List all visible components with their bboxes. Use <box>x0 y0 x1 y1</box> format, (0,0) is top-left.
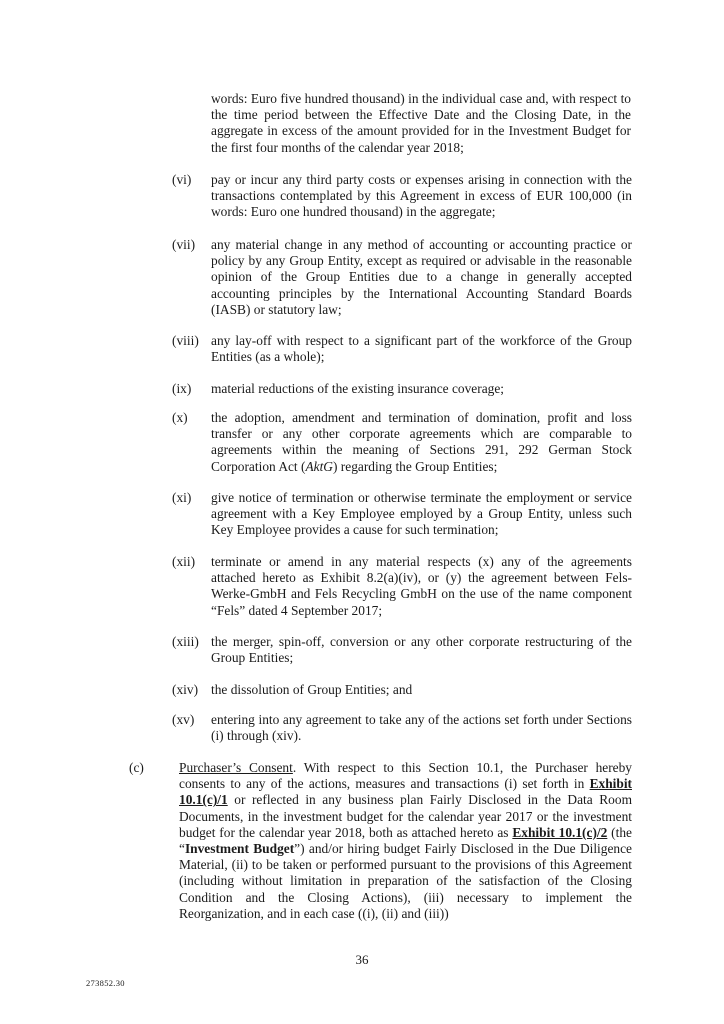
item-number: (xv) <box>172 712 195 727</box>
item-number: (x) <box>172 410 188 425</box>
item-text: give notice of termination or otherwise terminate the employment or service agreement with a Key Employee employed by a Group Entity, unless such Key Employee provides a cause for such termination; <box>211 490 632 538</box>
item-text: pay or incur any third party costs or expenses arising in connection with the transactions contemplated by this Agreement in excess of EUR 100,000 (in words: Euro one hundred thousand) in the aggregate; <box>211 172 632 220</box>
section-c-text: Purchaser’s Consent. With respect to this Section 10.1, the Purchaser hereby consents to any of the actions, measures and transactions (i) set forth in Exhibit 10.1(c)/1 or reflected in any business plan Fairly Disclosed in the Data Room Documents, in the investment budget for the calendar year 2017 or the investment budget for the calendar year 2018, both as attached hereto as Exhibit 10.1(c)/2 (the “Investment Budget”) and/or hiring budget Fairly Disclosed in the Due Diligence Material, (ii) to be taken or performed pursuant to the provisions of this Agreement (including without limitation in preparation of the satisfaction of the Closing Condition and the Closing Actions), (iii) necessary to implement the Reorganization, and in each case ((i), (ii) and (iii)) <box>179 760 633 921</box>
list-item-vi <box>172 172 632 221</box>
item-text: any lay-off with respect to a significant part of the workforce of the Group Entities (as a whole); <box>211 333 632 365</box>
item-text: entering into any agreement to take any of the actions set forth under Sections (i) through (xiv). <box>211 712 632 744</box>
list-item-vii <box>172 237 632 318</box>
list-item-x <box>172 410 632 475</box>
item-text: terminate or amend in any material respects (x) any of the agreements attached hereto as Exhibit 8.2(a)(iv), or (y) the agreement between Fels-Werke-GmbH and Fels Recycling GmbH on the use of the name component “Fels” dated 4 September 2017; <box>211 554 632 618</box>
list-item-xiv <box>172 682 632 698</box>
page-number: 36 <box>355 952 369 967</box>
exhibit-reference-2: Exhibit 10.1(c)/2 <box>512 824 608 840</box>
item-number: (vi) <box>172 172 192 187</box>
aktg-abbreviation: AktG <box>305 458 333 474</box>
continuation-paragraph: words: Euro five hundred thousand) in the individual case and, with respect to the time period between the Effective Date and the Closing Date, in the aggregate in excess of the amount provided for in the Investment Budget for the first four months of the calendar year 2018; <box>211 91 631 155</box>
section-c-purchasers-consent <box>129 760 632 922</box>
item-number: (viii) <box>172 333 199 348</box>
section-letter: (c) <box>129 760 144 775</box>
list-item-ix <box>172 381 632 397</box>
list-item-xi <box>172 490 632 539</box>
item-text: the adoption, amendment and termination of domination, profit and loss transfer or any other corporate agreements which are comparable to agreements within the meaning of Sections 291, 292 German Stock Corporation Act (AktG) regarding the Group Entities; <box>211 410 632 474</box>
list-item-xiii <box>172 634 632 666</box>
list-item-xv <box>172 712 632 744</box>
item-number: (xiv) <box>172 682 199 697</box>
defined-term: Investment Budget <box>184 841 295 857</box>
item-number: (xi) <box>172 490 192 505</box>
exhibit-reference-1: Exhibit 10.1(c)/1 <box>179 776 632 808</box>
item-text: the merger, spin-off, conversion or any other corporate restructuring of the Group Entities; <box>211 634 632 666</box>
document-id: 273852.30 <box>86 978 125 988</box>
item-text: material reductions of the existing insurance coverage; <box>211 381 504 396</box>
item-number: (ix) <box>172 381 192 396</box>
item-number: (vii) <box>172 237 196 252</box>
list-item-viii <box>172 333 632 365</box>
item-number: (xiii) <box>172 634 199 649</box>
section-heading: Purchaser’s Consent <box>179 760 293 775</box>
item-text: the dissolution of Group Entities; and <box>211 682 413 697</box>
list-item-xii <box>172 554 632 619</box>
item-number: (xii) <box>172 554 196 569</box>
item-text: any material change in any method of accounting or accounting practice or policy by any Group Entity, except as required or advisable in the reasonable opinion of the Group Entities due to a change in generally accepted accounting principles by the International Accounting Standard Boards (IASB) or statutory law; <box>211 237 632 317</box>
